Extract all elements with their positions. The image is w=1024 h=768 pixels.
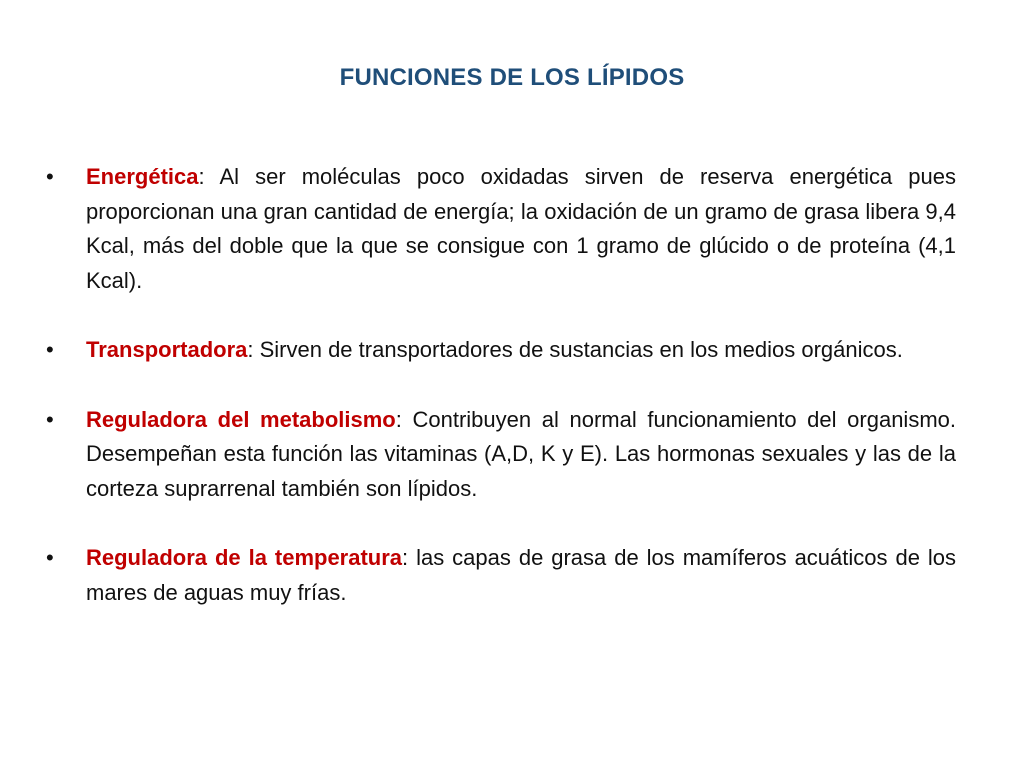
list-item-reguladora-temperatura (46, 541, 956, 610)
bullet-icon: • (46, 337, 54, 362)
list-item-energetica (46, 160, 956, 298)
list-item-transportadora (46, 333, 956, 368)
item-term: Transportadora (86, 337, 248, 362)
list-item-reguladora-metabolismo (46, 403, 956, 507)
bullet-icon: • (46, 545, 54, 570)
slide-title: FUNCIONES DE LOS LÍPIDOS (339, 64, 685, 91)
item-term: Energética (86, 164, 199, 189)
item-text: : Sirven de transportadores de sustancias en los medios orgánicos. (247, 337, 903, 362)
item-text: : Contribuyen al normal funcionamiento del organismo. Desempeñan esta función las vitaminas (A,D, K y E). Las hormonas sexuales y las de la corteza suprarrenal también son lípidos. (86, 406, 956, 501)
bullet-icon: • (46, 406, 54, 432)
item-term: Reguladora del metabolismo (86, 406, 396, 432)
bullet-icon: • (46, 164, 54, 189)
item-text: : Al ser moléculas poco oxidadas sirven de reserva energética pues proporcionan una gran cantidad de energía; la oxidación de un gramo de grasa libera 9,4 Kcal, más del doble que la que se consigue con 1 gramo de glúcido o de proteína (4,1 Kcal). (86, 164, 956, 293)
item-text: : las capas de grasa de los mamíferos acuáticos de los mares de aguas muy frías. (86, 545, 956, 605)
item-term: Reguladora de la temperatura (86, 545, 403, 570)
bullet-list (46, 160, 956, 645)
